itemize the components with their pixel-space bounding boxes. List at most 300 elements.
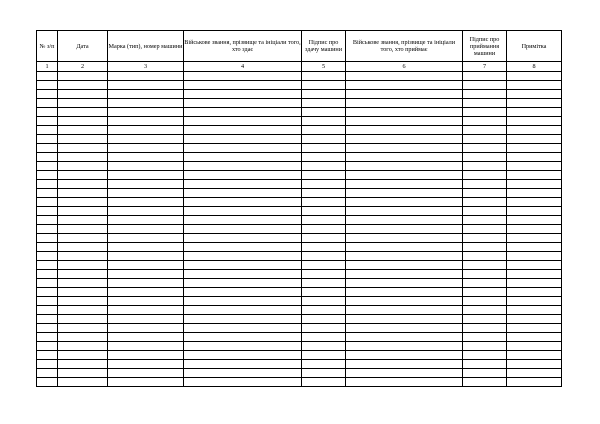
table-cell [58,81,108,90]
table-cell [346,171,463,180]
table-cell [37,252,58,261]
table-cell [58,216,108,225]
table-cell [346,297,463,306]
table-cell [37,378,58,387]
table-cell [302,171,346,180]
table-cell [507,261,562,270]
table-row [37,225,562,234]
column-number-row [37,62,562,72]
table-cell [346,270,463,279]
table-cell [58,108,108,117]
table-cell [346,234,463,243]
table-cell [108,243,184,252]
table-row [37,198,562,207]
table-cell [37,144,58,153]
table-row [37,117,562,126]
table-cell [37,261,58,270]
table-cell [37,81,58,90]
column-number: 6 [346,62,463,72]
table-cell [463,270,507,279]
table-cell [58,369,108,378]
table-cell [184,72,302,81]
table-cell [463,234,507,243]
table-cell [108,369,184,378]
header-date: Дата [58,31,108,62]
table-cell [302,225,346,234]
table-cell [463,144,507,153]
table-cell [58,162,108,171]
table-cell [507,324,562,333]
table-cell [507,315,562,324]
table-cell [346,99,463,108]
table-cell [507,153,562,162]
table-cell [507,126,562,135]
table-cell [463,243,507,252]
table-row [37,378,562,387]
table-cell [37,72,58,81]
table-cell [184,288,302,297]
table-cell [346,324,463,333]
table-cell [507,72,562,81]
table-cell [108,153,184,162]
table-cell [463,351,507,360]
table-cell [184,234,302,243]
table-cell [346,81,463,90]
table-cell [507,243,562,252]
table-cell [302,333,346,342]
table-cell [37,198,58,207]
table-cell [507,144,562,153]
table-cell [108,189,184,198]
table-cell [507,342,562,351]
column-number: 4 [184,62,302,72]
table-cell [58,225,108,234]
table-row [37,252,562,261]
table-cell [507,297,562,306]
table-cell [302,180,346,189]
handover-journal-table [36,30,562,387]
table-cell [58,270,108,279]
table-cell [346,153,463,162]
table-cell [58,90,108,99]
table-cell [184,108,302,117]
table-cell [302,351,346,360]
table-cell [184,90,302,99]
table-cell [58,351,108,360]
table-cell [184,270,302,279]
table-row [37,216,562,225]
table-cell [108,135,184,144]
table-cell [37,243,58,252]
table-cell [108,216,184,225]
table-cell [346,135,463,144]
table-cell [507,135,562,144]
table-cell [346,351,463,360]
table-cell [507,117,562,126]
table-cell [507,90,562,99]
table-cell [37,324,58,333]
table-cell [108,126,184,135]
table-cell [37,171,58,180]
table-cell [507,225,562,234]
table-cell [507,270,562,279]
table-cell [37,225,58,234]
table-cell [302,108,346,117]
table-cell [346,180,463,189]
table-cell [346,288,463,297]
table-cell [184,360,302,369]
table-cell [58,198,108,207]
table-cell [184,153,302,162]
table-cell [184,180,302,189]
table-cell [184,225,302,234]
table-row [37,81,562,90]
table-cell [346,306,463,315]
table-row [37,108,562,117]
table-cell [507,234,562,243]
table-cell [37,288,58,297]
table-cell [37,117,58,126]
table-cell [37,90,58,99]
table-row [37,315,562,324]
table-cell [302,135,346,144]
table-cell [58,234,108,243]
table-cell [507,378,562,387]
table-cell [302,369,346,378]
table-cell [302,288,346,297]
table-row [37,72,562,81]
table-cell [302,90,346,99]
table-cell [302,324,346,333]
header-handed-by: Військове звання, прізвище та ініціали того, хто здає [184,31,302,62]
table-cell [346,369,463,378]
table-row [37,207,562,216]
table-row [37,306,562,315]
table-cell [58,207,108,216]
table-cell [302,162,346,171]
header-receipt-signature: Підпис про приймання машини [463,31,507,62]
table-cell [184,189,302,198]
header-handover-signature: Підпис про здачу машини [302,31,346,62]
table-row [37,261,562,270]
table-cell [108,306,184,315]
table-row [37,333,562,342]
table-cell [507,171,562,180]
table-cell [507,108,562,117]
table-row [37,99,562,108]
table-cell [58,333,108,342]
table-cell [184,216,302,225]
table-cell [184,252,302,261]
header-vehicle: Марка (тип), номер машини [108,31,184,62]
table-cell [463,315,507,324]
table-cell [507,333,562,342]
table-cell [37,162,58,171]
table-cell [184,162,302,171]
table-cell [37,342,58,351]
table-cell [302,126,346,135]
table-cell [346,72,463,81]
table-cell [184,261,302,270]
table-cell [463,252,507,261]
table-cell [58,117,108,126]
table-cell [507,162,562,171]
table-cell [302,261,346,270]
table-cell [346,333,463,342]
table-cell [302,243,346,252]
table-cell [184,315,302,324]
table-cell [346,126,463,135]
header-received-by: Військове звання, прізвище та ініціали того, хто приймає [346,31,463,62]
table-cell [463,99,507,108]
table-row [37,360,562,369]
header-row [37,31,562,62]
table-cell [507,198,562,207]
table-cell [463,81,507,90]
table-cell [463,117,507,126]
table-row [37,342,562,351]
column-number: 8 [507,62,562,72]
table-row [37,162,562,171]
table-cell [108,90,184,99]
table-cell [463,297,507,306]
table-cell [184,333,302,342]
table-cell [108,234,184,243]
table-cell [37,153,58,162]
column-number: 2 [58,62,108,72]
table-cell [58,180,108,189]
table-cell [108,333,184,342]
table-cell [37,180,58,189]
table-cell [507,369,562,378]
table-cell [346,279,463,288]
table-cell [302,270,346,279]
table-cell [346,216,463,225]
table-cell [37,126,58,135]
table-cell [37,369,58,378]
journal-body [37,72,562,387]
table-cell [108,225,184,234]
table-cell [37,216,58,225]
table-cell [108,378,184,387]
table-cell [37,306,58,315]
table-cell [302,144,346,153]
table-cell [302,216,346,225]
table-cell [346,252,463,261]
table-cell [108,117,184,126]
table-cell [37,234,58,243]
table-cell [37,297,58,306]
table-cell [108,297,184,306]
table-cell [346,144,463,153]
table-row [37,369,562,378]
header-note: Примітка [507,31,562,62]
table-cell [184,144,302,153]
table-cell [58,342,108,351]
table-cell [463,333,507,342]
table-cell [346,189,463,198]
table-cell [346,342,463,351]
table-cell [302,315,346,324]
table-row [37,243,562,252]
table-cell [37,315,58,324]
table-cell [463,288,507,297]
table-cell [58,378,108,387]
table-row [37,324,562,333]
table-cell [346,117,463,126]
table-cell [346,207,463,216]
table-cell [346,198,463,207]
table-cell [507,81,562,90]
table-cell [463,90,507,99]
table-cell [346,108,463,117]
table-cell [58,261,108,270]
table-cell [507,306,562,315]
table-cell [302,117,346,126]
table-cell [37,207,58,216]
table-cell [463,135,507,144]
table-cell [58,315,108,324]
table-cell [346,243,463,252]
table-cell [108,72,184,81]
table-cell [463,180,507,189]
table-cell [58,189,108,198]
table-cell [302,99,346,108]
table-cell [507,99,562,108]
table-cell [302,189,346,198]
table-cell [507,252,562,261]
table-cell [463,306,507,315]
table-cell [58,297,108,306]
table-cell [184,81,302,90]
table-cell [507,360,562,369]
table-cell [58,306,108,315]
table-cell [302,378,346,387]
table-cell [108,144,184,153]
table-cell [108,351,184,360]
table-cell [463,369,507,378]
table-cell [58,144,108,153]
table-cell [108,162,184,171]
table-cell [346,378,463,387]
table-cell [108,279,184,288]
column-number: 3 [108,62,184,72]
table-cell [108,288,184,297]
table-cell [108,252,184,261]
table-cell [463,216,507,225]
table-cell [302,234,346,243]
table-cell [108,81,184,90]
table-cell [302,279,346,288]
table-cell [58,171,108,180]
table-cell [463,378,507,387]
table-cell [463,171,507,180]
table-cell [346,225,463,234]
table-row [37,90,562,99]
table-cell [108,324,184,333]
table-row [37,153,562,162]
column-number: 5 [302,62,346,72]
table-cell [507,207,562,216]
table-row [37,234,562,243]
table-cell [37,108,58,117]
table-cell [184,378,302,387]
table-cell [184,369,302,378]
table-row [37,351,562,360]
table-cell [108,270,184,279]
table-cell [302,81,346,90]
table-cell [346,315,463,324]
table-cell [184,135,302,144]
table-cell [463,225,507,234]
table-cell [184,207,302,216]
table-cell [302,153,346,162]
table-cell [463,162,507,171]
table-row [37,189,562,198]
table-row [37,270,562,279]
table-cell [463,72,507,81]
table-cell [463,360,507,369]
table-row [37,126,562,135]
table-cell [463,279,507,288]
table-cell [37,135,58,144]
table-cell [463,342,507,351]
table-cell [37,189,58,198]
table-cell [58,288,108,297]
table-cell [184,306,302,315]
table-cell [58,99,108,108]
table-row [37,288,562,297]
table-cell [37,351,58,360]
table-cell [58,135,108,144]
table-cell [463,108,507,117]
table-cell [346,360,463,369]
table-cell [58,126,108,135]
table-cell [184,99,302,108]
table-cell [37,270,58,279]
table-cell [184,324,302,333]
table-cell [37,333,58,342]
table-cell [37,279,58,288]
table-cell [302,198,346,207]
table-cell [507,180,562,189]
table-cell [184,243,302,252]
table-cell [58,252,108,261]
column-number: 7 [463,62,507,72]
table-cell [108,99,184,108]
table-cell [302,306,346,315]
table-cell [184,351,302,360]
table-cell [184,342,302,351]
table-cell [37,360,58,369]
table-cell [184,279,302,288]
table-cell [58,360,108,369]
table-cell [108,180,184,189]
table-cell [302,342,346,351]
table-cell [463,198,507,207]
table-cell [302,72,346,81]
table-cell [302,297,346,306]
table-row [37,279,562,288]
table-cell [184,171,302,180]
table-cell [37,99,58,108]
table-cell [58,324,108,333]
table-cell [507,288,562,297]
table-cell [184,117,302,126]
table-cell [108,171,184,180]
table-cell [463,207,507,216]
table-cell [108,207,184,216]
